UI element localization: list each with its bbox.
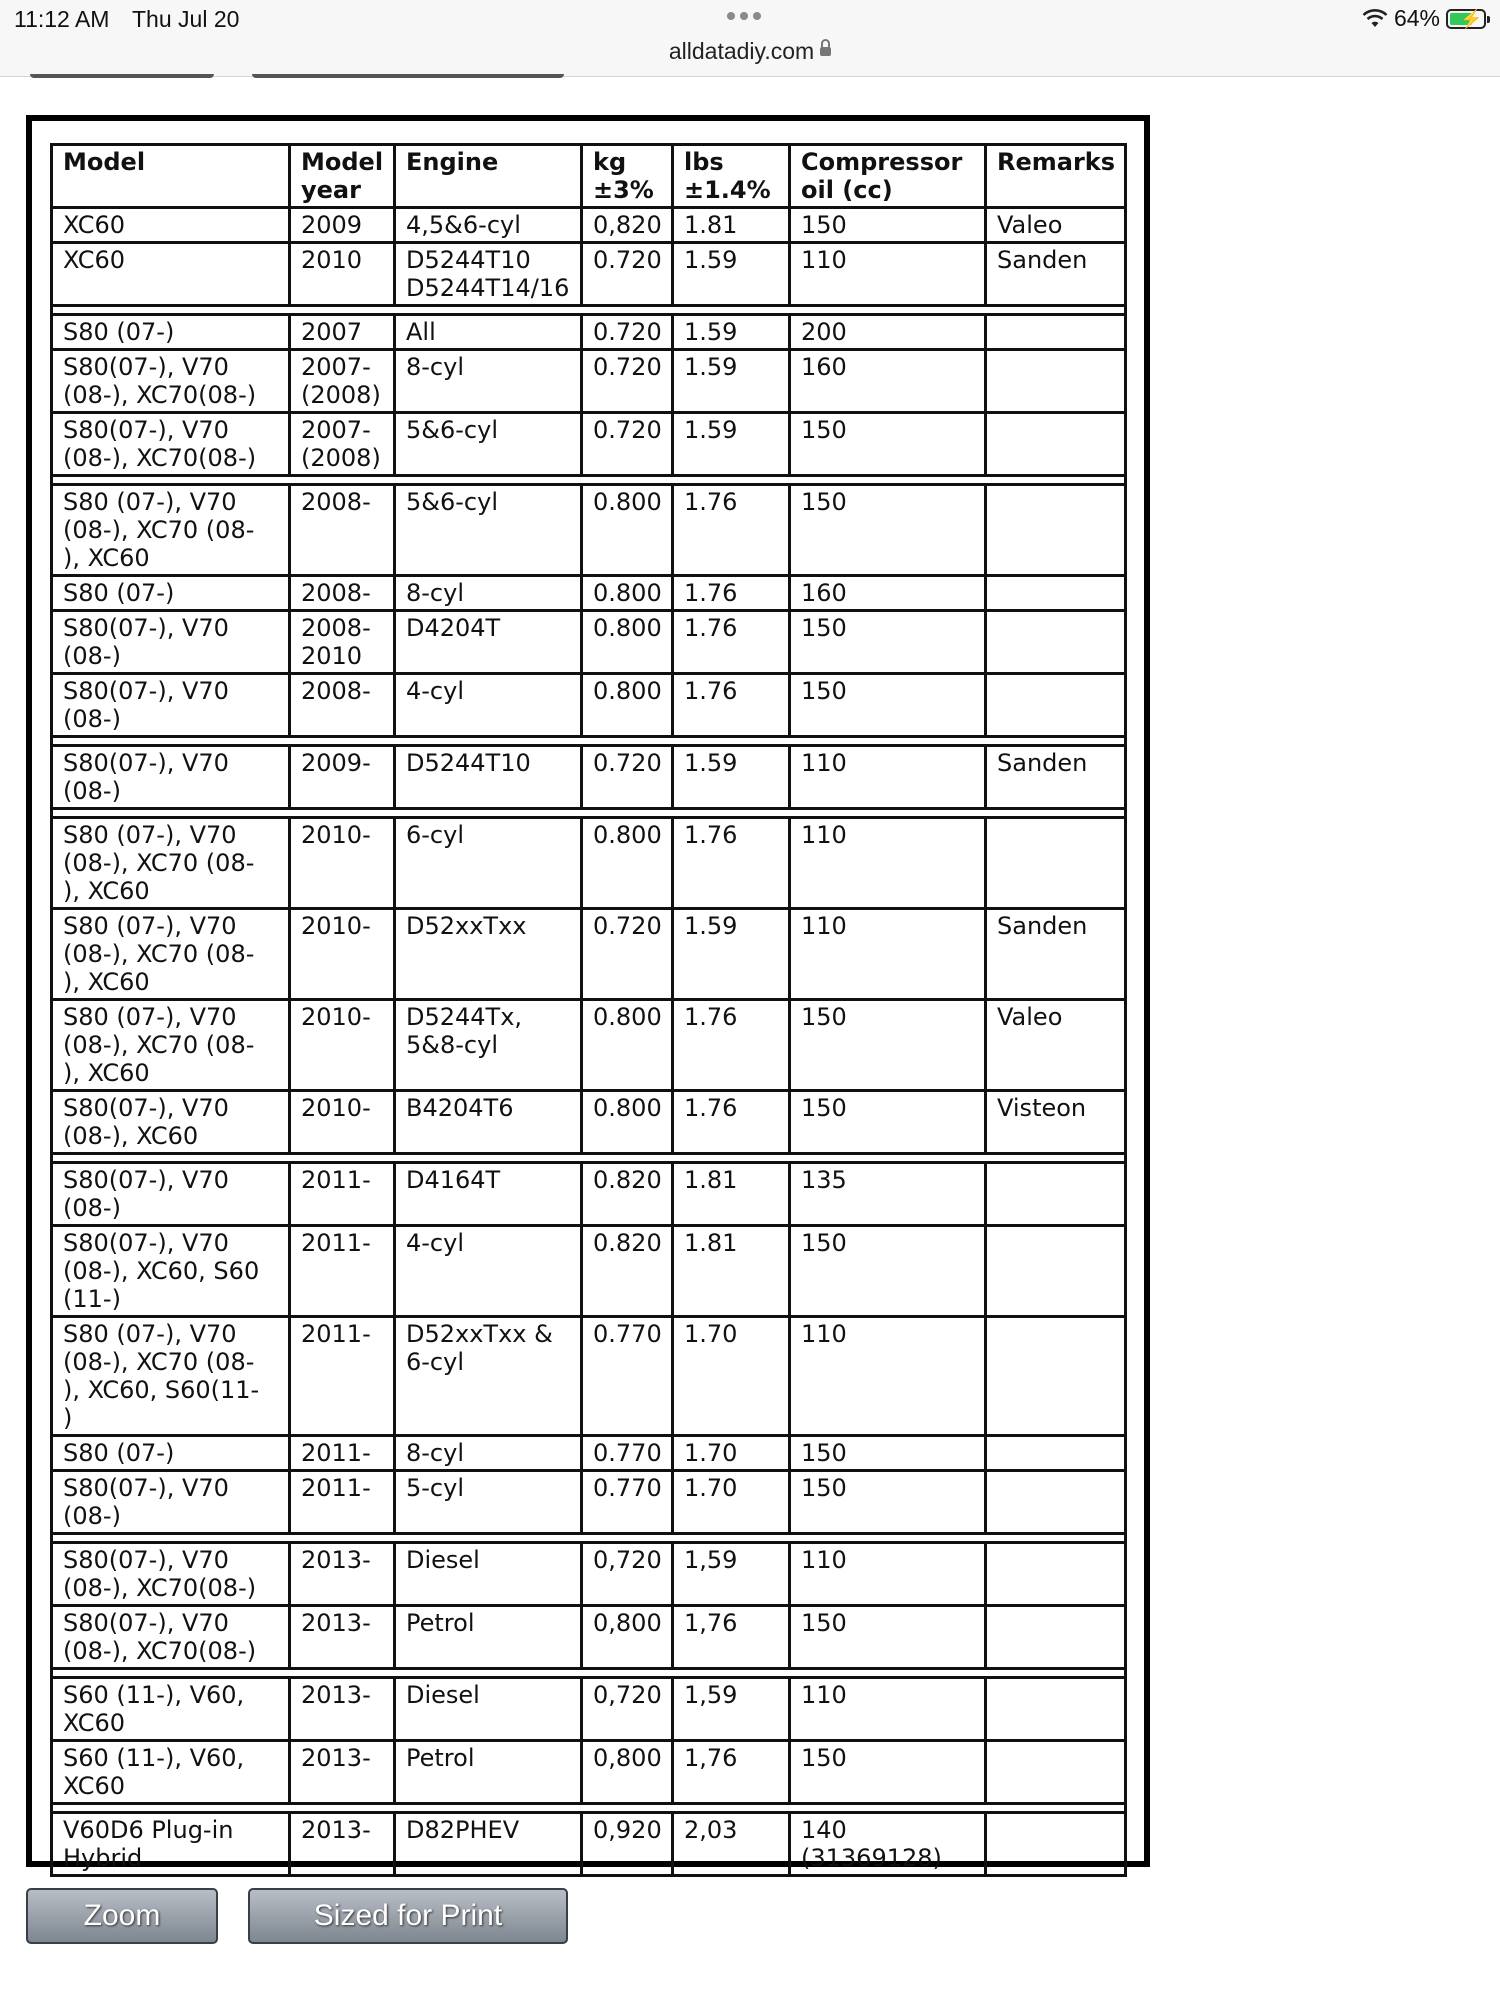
table-cell: Sanden (986, 243, 1126, 306)
column-header: Model year (290, 145, 395, 208)
table-cell: 1,59 (673, 1678, 790, 1741)
table-cell: 110 (790, 1317, 986, 1436)
table-cell: 5&6-cyl (395, 413, 582, 476)
table-cell: 0,800 (582, 1606, 673, 1669)
table-cell: 150 (790, 1436, 986, 1471)
table-cell (986, 1317, 1126, 1436)
table-cell: D52xxTxx & 6-cyl (395, 1317, 582, 1436)
table-cell: 160 (790, 576, 986, 611)
lock-icon (820, 47, 831, 56)
table-cell: S80 (07-), V70 (08-), XC70 (08- ), XC60, S60(11- ) (52, 1317, 290, 1436)
status-date: Thu Jul 20 (132, 6, 240, 32)
table-cell: 1.76 (673, 674, 790, 737)
table-cell: 150 (790, 674, 986, 737)
table-cell: S80(07-), V70 (08-) (52, 611, 290, 674)
table-cell (986, 1813, 1126, 1876)
table-row (52, 1163, 1126, 1226)
table-cell: 1.59 (673, 413, 790, 476)
table-cell: 2010- (290, 1091, 395, 1154)
table-row (52, 208, 1126, 243)
table-cell: D52xxTxx (395, 909, 582, 1000)
table-cell: XC60 (52, 208, 290, 243)
table-cell: 150 (790, 1606, 986, 1669)
table-cell: 1.59 (673, 746, 790, 809)
table-cell: 2008- (290, 674, 395, 737)
tab-overview-dots-icon[interactable] (727, 12, 761, 20)
table-cell: 2008- 2010 (290, 611, 395, 674)
table-cell (986, 413, 1126, 476)
table-cell: S80(07-), V70 (08-) (52, 674, 290, 737)
table-cell: Visteon (986, 1091, 1126, 1154)
table-cell: 2011- (290, 1436, 395, 1471)
table-cell: 1.76 (673, 818, 790, 909)
table-cell: 0.770 (582, 1317, 673, 1436)
table-separator (52, 476, 1126, 485)
table-cell: 4,5&6-cyl (395, 208, 582, 243)
table-cell: 1.76 (673, 611, 790, 674)
table-cell: 2010- (290, 909, 395, 1000)
table-cell: 2011- (290, 1317, 395, 1436)
table-cell (986, 315, 1126, 350)
table-separator (52, 1669, 1126, 1678)
toolbar-stub-right (252, 74, 564, 78)
table-row (52, 818, 1126, 909)
table-cell: Diesel (395, 1678, 582, 1741)
table-row (52, 350, 1126, 413)
table-cell: 150 (790, 1471, 986, 1534)
table-cell: 1.70 (673, 1471, 790, 1534)
toolbar-stub-left (30, 74, 214, 78)
table-cell: 1.76 (673, 1091, 790, 1154)
table-cell: D5244Tx, 5&8-cyl (395, 1000, 582, 1091)
table-cell: 2008- (290, 485, 395, 576)
table-cell: 5-cyl (395, 1471, 582, 1534)
table-cell: 4-cyl (395, 1226, 582, 1317)
table-cell (986, 1741, 1126, 1804)
table-cell: D4204T (395, 611, 582, 674)
battery-percent: 64% (1393, 5, 1440, 31)
table-cell: 0.720 (582, 315, 673, 350)
table-cell: S80(07-), V70 (08-) (52, 1471, 290, 1534)
table-cell: 0,820 (582, 208, 673, 243)
table-cell: S80(07-), V70 (08-) (52, 1163, 290, 1226)
table-row (52, 1226, 1126, 1317)
table-cell: Valeo (986, 1000, 1126, 1091)
status-indicators (1362, 5, 1486, 32)
status-bar (0, 0, 1500, 77)
table-cell: 2010- (290, 1000, 395, 1091)
table-cell: 0.720 (582, 243, 673, 306)
table-cell: 0,920 (582, 1813, 673, 1876)
table-cell: 0.800 (582, 485, 673, 576)
table-cell: 0.720 (582, 746, 673, 809)
table-cell: 2008- (290, 576, 395, 611)
column-header: Compressor oil (cc) (790, 145, 986, 208)
url-text: alldatadiy.com (668, 38, 815, 64)
table-cell: S80(07-), V70 (08-), XC60 (52, 1091, 290, 1154)
table-header-row (52, 145, 1126, 208)
table-cell: 0.720 (582, 350, 673, 413)
table-cell: 135 (790, 1163, 986, 1226)
table-row (52, 243, 1126, 306)
table-cell: B4204T6 (395, 1091, 582, 1154)
table-cell: 0.800 (582, 611, 673, 674)
table-separator (52, 809, 1126, 818)
table-cell (986, 1163, 1126, 1226)
table-cell: 110 (790, 909, 986, 1000)
table-row (52, 413, 1126, 476)
table-cell: 0.720 (582, 909, 673, 1000)
table-cell: D5244T10 D5244T14/16 (395, 243, 582, 306)
table-row (52, 1678, 1126, 1741)
table-row (52, 1000, 1126, 1091)
table-cell: 2013- (290, 1606, 395, 1669)
table-cell: 1.81 (673, 1226, 790, 1317)
table-cell: 8-cyl (395, 350, 582, 413)
table-body (52, 208, 1126, 1876)
table-cell: S60 (11-), V60, XC60 (52, 1741, 290, 1804)
table-cell: 5&6-cyl (395, 485, 582, 576)
table-cell: 1.59 (673, 350, 790, 413)
table-cell: 2009- (290, 746, 395, 809)
table-cell: 8-cyl (395, 1436, 582, 1471)
table-cell: D4164T (395, 1163, 582, 1226)
table-cell: 0.800 (582, 674, 673, 737)
zoom-button[interactable]: Zoom (26, 1888, 218, 1944)
table-cell: 8-cyl (395, 576, 582, 611)
table-cell: S80 (07-), V70 (08-), XC70 (08- ), XC60 (52, 818, 290, 909)
table-cell: 1.76 (673, 485, 790, 576)
table-cell: 150 (790, 208, 986, 243)
table-cell: D82PHEV (395, 1813, 582, 1876)
table-cell: 110 (790, 1678, 986, 1741)
table-cell: 2009 (290, 208, 395, 243)
table-row (52, 1741, 1126, 1804)
table-row (52, 1813, 1126, 1876)
table-cell (986, 1606, 1126, 1669)
column-header: Remarks (986, 145, 1126, 208)
table-row (52, 315, 1126, 350)
table-row (52, 746, 1126, 809)
table-cell: 2013- (290, 1678, 395, 1741)
table-cell: S80 (07-), V70 (08-), XC70 (08- ), XC60 (52, 909, 290, 1000)
table-cell: 150 (790, 413, 986, 476)
table-cell: 2013- (290, 1813, 395, 1876)
table-cell: Sanden (986, 909, 1126, 1000)
table-cell: S80(07-), V70 (08-) (52, 746, 290, 809)
table-cell: 150 (790, 1741, 986, 1804)
table-cell: 2,03 (673, 1813, 790, 1876)
table-cell: 110 (790, 818, 986, 909)
table-cell (986, 611, 1126, 674)
table-cell: Diesel (395, 1543, 582, 1606)
table-cell: 110 (790, 1543, 986, 1606)
table-cell: 0.770 (582, 1436, 673, 1471)
table-cell: Valeo (986, 208, 1126, 243)
table-cell: Sanden (986, 746, 1126, 809)
wifi-icon (1362, 9, 1388, 29)
table-cell: S80(07-), V70 (08-), XC70(08-) (52, 413, 290, 476)
table-row (52, 1471, 1126, 1534)
column-header: kg ±3% (582, 145, 673, 208)
table-cell: 0.720 (582, 413, 673, 476)
table-cell (986, 576, 1126, 611)
table-row (52, 485, 1126, 576)
table-cell: 0,720 (582, 1543, 673, 1606)
table-cell (986, 1226, 1126, 1317)
table-cell: S80 (07-), V70 (08-), XC70 (08- ), XC60 (52, 485, 290, 576)
table-cell: 0.800 (582, 1000, 673, 1091)
table-cell: S80 (07-) (52, 1436, 290, 1471)
table-cell: 1,76 (673, 1741, 790, 1804)
table-cell: S80 (07-) (52, 576, 290, 611)
table-cell: 2007- (2008) (290, 413, 395, 476)
table-cell: 110 (790, 746, 986, 809)
table-cell: Petrol (395, 1741, 582, 1804)
table-separator (52, 1804, 1126, 1813)
table-cell: 2011- (290, 1163, 395, 1226)
table-row (52, 1317, 1126, 1436)
table-cell (986, 674, 1126, 737)
table-cell: 2007 (290, 315, 395, 350)
table-cell: XC60 (52, 243, 290, 306)
table-cell: S60 (11-), V60, XC60 (52, 1678, 290, 1741)
table-row (52, 1436, 1126, 1471)
table-cell (986, 1678, 1126, 1741)
table-cell: 1.81 (673, 208, 790, 243)
column-header: Engine (395, 145, 582, 208)
table-separator (52, 1534, 1126, 1543)
table-row (52, 576, 1126, 611)
table-cell: 150 (790, 485, 986, 576)
table-cell: 1.70 (673, 1436, 790, 1471)
table-cell: 0.820 (582, 1226, 673, 1317)
table-cell: 150 (790, 1000, 986, 1091)
table-cell: D5244T10 (395, 746, 582, 809)
table-cell (986, 1543, 1126, 1606)
column-header: Model (52, 145, 290, 208)
table-cell (986, 350, 1126, 413)
table-cell: S80(07-), V70 (08-), XC60, S60 (11-) (52, 1226, 290, 1317)
table-cell: 0,800 (582, 1741, 673, 1804)
table-cell: 150 (790, 611, 986, 674)
table-cell: 150 (790, 1091, 986, 1154)
table-cell: 1.76 (673, 576, 790, 611)
table-cell: S80 (07-) (52, 315, 290, 350)
table-cell: 1.81 (673, 1163, 790, 1226)
table-cell: 150 (790, 1226, 986, 1317)
table-cell: 0,720 (582, 1678, 673, 1741)
table-cell: 0.800 (582, 1091, 673, 1154)
table-cell: 0.770 (582, 1471, 673, 1534)
table-cell: 0.800 (582, 576, 673, 611)
refrigerant-capacity-table (50, 143, 1127, 1877)
table-row (52, 611, 1126, 674)
table-row (52, 674, 1126, 737)
table-cell: 2007- (2008) (290, 350, 395, 413)
table-row (52, 909, 1126, 1000)
table-cell: 2010 (290, 243, 395, 306)
table-cell: 2011- (290, 1471, 395, 1534)
table-cell: 160 (790, 350, 986, 413)
table-cell: S80(07-), V70 (08-), XC70(08-) (52, 1543, 290, 1606)
table-cell: 2013- (290, 1543, 395, 1606)
battery-charging-icon: ⚡ (1446, 9, 1486, 29)
table-cell: V60D6 Plug-in Hybrid (52, 1813, 290, 1876)
table-cell (986, 818, 1126, 909)
address-bar[interactable] (0, 38, 1500, 65)
table-cell: 2010- (290, 818, 395, 909)
table-cell: S80(07-), V70 (08-), XC70(08-) (52, 1606, 290, 1669)
table-cell: 1.59 (673, 315, 790, 350)
table-cell (986, 485, 1126, 576)
table-cell: 1,76 (673, 1606, 790, 1669)
table-cell: S80(07-), V70 (08-), XC70(08-) (52, 350, 290, 413)
table-cell: 2013- (290, 1741, 395, 1804)
table-cell: 0.800 (582, 818, 673, 909)
status-time: 11:12 AM (14, 6, 110, 32)
table-cell (986, 1436, 1126, 1471)
table-separator (52, 306, 1126, 315)
table-cell: S80 (07-), V70 (08-), XC70 (08- ), XC60 (52, 1000, 290, 1091)
table-cell: 6-cyl (395, 818, 582, 909)
column-header: lbs ±1.4% (673, 145, 790, 208)
table-row (52, 1606, 1126, 1669)
table-cell: All (395, 315, 582, 350)
table-cell: 1.59 (673, 909, 790, 1000)
table-cell: 4-cyl (395, 674, 582, 737)
table-row (52, 1091, 1126, 1154)
table-separator (52, 737, 1126, 746)
sized-for-print-button[interactable]: Sized for Print (248, 1888, 568, 1944)
table-cell: 1.76 (673, 1000, 790, 1091)
table-cell: 0.820 (582, 1163, 673, 1226)
table-cell: 140 (31369128) (790, 1813, 986, 1876)
table-cell: 200 (790, 315, 986, 350)
table-cell: Petrol (395, 1606, 582, 1669)
table-row (52, 1543, 1126, 1606)
table-cell: 1.59 (673, 243, 790, 306)
table-cell: 110 (790, 243, 986, 306)
table-separator (52, 1154, 1126, 1163)
table-cell: 1,59 (673, 1543, 790, 1606)
table-cell (986, 1471, 1126, 1534)
table-cell: 2011- (290, 1226, 395, 1317)
table-cell: 1.70 (673, 1317, 790, 1436)
